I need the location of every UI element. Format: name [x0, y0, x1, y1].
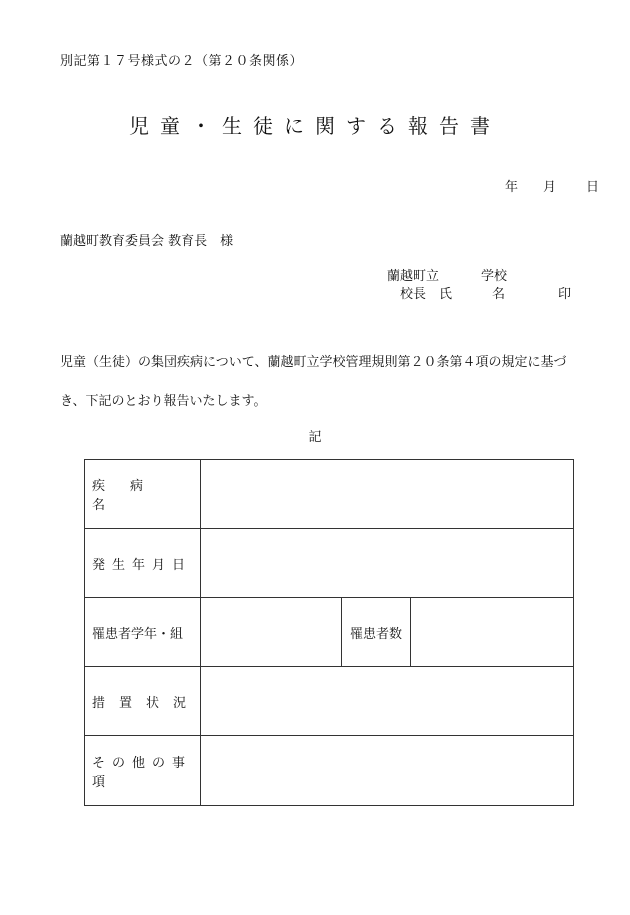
body-text-line-1: 児童（生徒）の集団疾病について、蘭越町立学校管理規則第２０条第４項の規定に基づ [60, 355, 567, 370]
measures-row [85, 667, 573, 736]
other-row [85, 736, 573, 805]
report-table [84, 459, 574, 806]
date-year-label: 年 [505, 180, 519, 195]
addressee: 蘭越町教育委員会 教育長 様 [60, 234, 234, 249]
document-title: 児童・生徒に関する報告書 [129, 114, 501, 138]
school-suffix: 学校 [481, 269, 508, 284]
seal-label: 印 [558, 287, 572, 302]
measures-label: 措置状況 [85, 667, 201, 735]
affected-grade-class-field[interactable] [201, 598, 341, 666]
principal-label: 校長 氏 [400, 287, 453, 302]
measures-field[interactable] [201, 667, 573, 735]
onset-date-label: 発生年月日 [85, 529, 201, 597]
affected-row [85, 598, 573, 667]
onset-date-field[interactable] [201, 529, 573, 597]
school-prefix: 蘭越町立 [387, 269, 440, 284]
form-reference: 別記第１７号様式の２（第２０条関係） [60, 54, 304, 69]
affected-count-field[interactable] [411, 598, 573, 666]
affected-grade-class-label: 罹患者学年・組 [85, 598, 201, 666]
onset-date-row [85, 529, 573, 598]
body-text-line-2: き、下記のとおり報告いたします。 [60, 394, 267, 409]
affected-count-label: 罹患者数 [341, 598, 411, 666]
date-day-label: 日 [586, 180, 600, 195]
disease-name-label: 疾病名 [85, 460, 201, 528]
date-month-label: 月 [543, 180, 557, 195]
name-label: 名 [492, 287, 506, 302]
ki-heading: 記 [308, 430, 322, 445]
disease-name-row [85, 460, 573, 529]
other-label: その他の事項 [85, 736, 201, 805]
disease-name-field[interactable] [201, 460, 573, 528]
other-field[interactable] [201, 736, 573, 805]
